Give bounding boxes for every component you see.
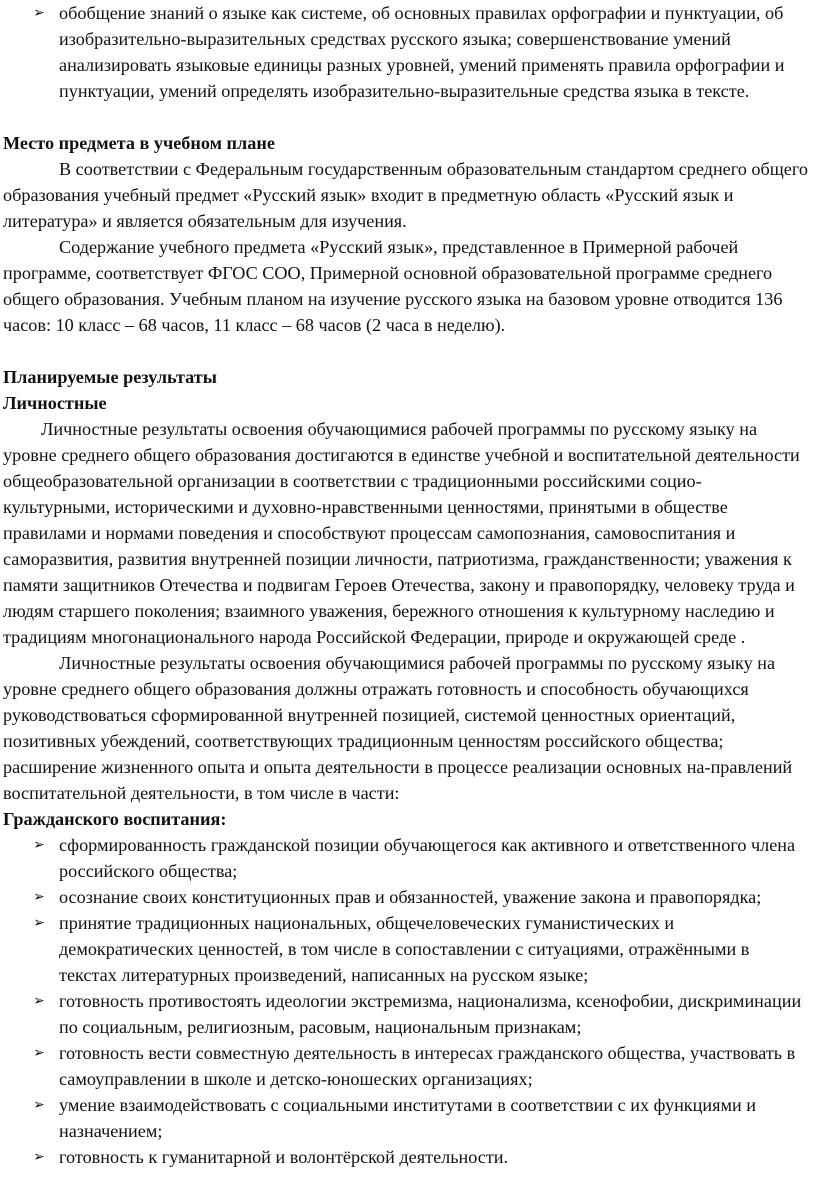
- paragraph-results-2: Личностные результаты освоения обучающимися рабочей программы по русскому языку на уровне среднего общего образования должны отражать готовность и способность обучающихся руководствоваться сформированной внутренней позицией, системой ценностных ориентаций, позитивных убеждений, соответствующих традиционным ценностям российского общества; расширение жизненного опыта и опыта деятельности в процессе реализации основных на-правлений воспитательной деятельности, в том числе в части:: [3, 653, 793, 803]
- civic-bullet-list: [3, 832, 810, 1170]
- arrow-bullet-icon: ➢: [33, 889, 45, 905]
- subheading-personal: Личностные: [3, 393, 107, 413]
- list-item-text: умение взаимодействовать с социальными институтами в соответствии с их функциями и назначением;: [59, 1095, 756, 1141]
- intro-bullet-list: [3, 0, 810, 104]
- section-heading-results: Планируемые результаты: [3, 367, 217, 387]
- arrow-bullet-icon: ➢: [33, 1149, 45, 1165]
- arrow-bullet-icon: ➢: [33, 1097, 45, 1113]
- arrow-bullet-icon: ➢: [33, 837, 45, 853]
- paragraph-results-1: Личностные результаты освоения обучающимися рабочей программы по русскому языку на уровне среднего общего образования достигаются в единстве учебной и воспитательной деятельности общеобразовательной организации в соответствии с традиционными российскими социо- культурными, историческими и духовно-нравственными ценностями, принятыми в обществе правилами и нормами поведения и способствуют процессам самопознания, самовоспитания и саморазвития, развития внутренней позиции личности, патриотизма, гражданственности; уважения к памяти защитников Отечества и подвигам Героев Отечества, закону и правопорядку, человеку труда и людям старшего поколения; взаимного уважения, бережного отношения к культурному наследию и традициям многонационального народа Российской Федерации, природе и окружающей среде .: [3, 419, 800, 647]
- list-item-text: готовность к гуманитарной и волонтёрской деятельности.: [59, 1147, 509, 1167]
- arrow-bullet-icon: ➢: [33, 5, 45, 21]
- list-item-text: принятие традиционных национальных, общечеловеческих гуманистических и демократических ценностей, в том числе в сопоставлении с ситуациями, отражёнными в текстах литературных произведений, написанных на русском языке;: [59, 913, 750, 985]
- list-item-text: осознание своих конституционных прав и обязанностей, уважение закона и правопорядка;: [59, 887, 762, 907]
- paragraph-place-2: Содержание учебного предмета «Русский язык», представленное в Примерной рабочей программе, соответствует ФГОС СОО, Примерной основной образовательной программе среднего общего образования. Учебным планом на изучение русского языка на базовом уровне отводится 136 часов: 10 класс – 68 часов, 11 класс – 68 часов (2 часа в неделю).: [3, 237, 783, 335]
- section-heading-civic: Гражданского воспитания:: [3, 809, 227, 829]
- list-item-text: обобщение знаний о языке как системе, об основных правилах орфографии и пунктуации, об изобразительно-выразительных средствах русского языка; совершенствование умений анализировать языковые единицы разных уровней, умений применять правила орфографии и пунктуации, умений определять изобразительно-выразительные средства языка в тексте.: [59, 3, 785, 101]
- arrow-bullet-icon: ➢: [33, 915, 45, 931]
- list-item: [3, 1040, 810, 1092]
- paragraph-place-1: В соответствии с Федеральным государственным образовательным стандартом среднего общего образования учебный предмет «Русский язык» входит в предметную область «Русский язык и литература» и является обязательным для изучения.: [3, 159, 808, 231]
- list-item: [3, 884, 810, 910]
- list-item: [3, 0, 810, 104]
- list-item-text: готовность противостоять идеологии экстремизма, национализма, ксенофобии, дискриминации по социальным, религиозным, расовым, национальным признакам;: [59, 991, 802, 1037]
- list-item: [3, 832, 810, 884]
- list-item: [3, 1144, 810, 1170]
- list-item: [3, 1092, 810, 1144]
- section-heading-place: Место предмета в учебном плане: [3, 133, 275, 153]
- arrow-bullet-icon: ➢: [33, 993, 45, 1009]
- arrow-bullet-icon: ➢: [33, 1045, 45, 1061]
- list-item-text: готовность вести совместную деятельность в интересах гражданского общества, участвовать в самоуправлении в школе и детско-юношеских организациях;: [59, 1043, 796, 1089]
- list-item: [3, 988, 810, 1040]
- list-item-text: сформированность гражданской позиции обучающегося как активного и ответственного члена российского общества;: [59, 835, 796, 881]
- list-item: [3, 910, 810, 988]
